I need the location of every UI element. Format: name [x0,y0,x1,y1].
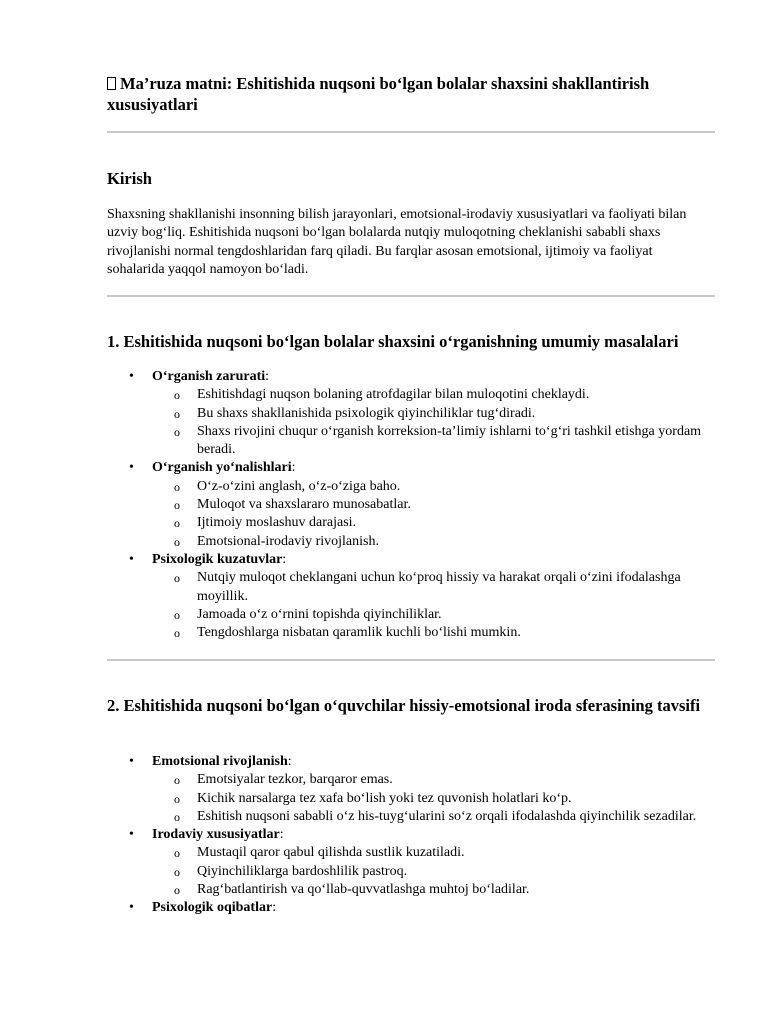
sub-list-item: o Tengdoshlarga nisbatan qaramlik kuchli bo‘lishi mumkin. [152,624,715,642]
list-item: • O‘rganish zarurati: o Eshitishdagi nuqson bolaning atrofdagilar bilan muloqotini cheklaydi. o Bu shaxs shakllanishida psixologik qiyinchiliklar tug‘diradi. o Shaxs rivojini chuqur o‘rganish korreksion-ta’limiy ishlarni to‘g‘ri tashkil etishga yordam beradi. [107,368,715,459]
sub-list-item: o O‘z-o‘zini anglash, o‘z-o‘ziga baho. [152,478,715,496]
sub-list-item: o Qiyinchiliklarga bardoshlilik pastroq. [152,863,715,881]
section2-heading: 2. Eshitishida nuqsoni bo‘lgan o‘quvchilar hissiy-emotsional iroda sferasining tavsifi [107,696,701,715]
list-item: • Psixologik kuzatuvlar: o Nutqiy muloqot cheklangani uchun ko‘proq hissiy va harakat orqali o‘zini ifodalashga moyillik. o Jamoada o‘z o‘rnini topishda qiyinchiliklar. o Tengdoshlarga nisbatan qaramlik kuchli bo‘lishi mumkin. [107,551,715,642]
intro-text: Shaxsning shakllanishi insonning bilish jarayonlari, emotsional-irodaviy xususiyatlari va faoliyati bilan uzviy bog‘liq. Eshitishida nuqsoni bo‘lgan bolalarda nutqiy muloqotning cheklanishi sababli shaxs rivojlanishi normal tengdoshlaridan farq qiladi. Bu farqlar asosan emotsional, ijtimoiy va faoliyat sohalarida yaqqol namoyon bo‘ladi. [107,207,687,277]
sub-list-item: o Mustaqil qaror qabul qilishda sustlik kuzatiladi. [152,844,715,862]
group-label: Irodaviy xususiyatlar [152,827,280,843]
sub-list [152,478,715,551]
document-title [107,73,707,115]
missing-glyph-icon [107,77,116,90]
sub-list-item: o Jamoada o‘z o‘rnini topishda qiyinchiliklar. [152,606,715,624]
intro-heading: Kirish [107,169,152,188]
section2-list [107,753,715,918]
sub-list-item: o Kichik narsalarga tez xafa bo‘lish yoki tez quvonish holatlari ko‘p. [152,790,715,808]
group-label: O‘rganish yo‘nalishlari [152,460,292,476]
divider [107,131,715,133]
sub-list-item: o Ijtimoiy moslashuv darajasi. [152,514,715,532]
sub-list-item: o Eshitishdagi nuqson bolaning atrofdagilar bilan muloqotini cheklaydi. [152,386,715,404]
sub-list-item: o Muloqot va shaxslararo munosabatlar. [152,496,715,514]
list-item: • O‘rganish yo‘nalishlari: o O‘z-o‘zini anglash, o‘z-o‘ziga baho. o Muloqot va shaxslararo munosabatlar. o Ijtimoiy moslashuv darajasi. o Emotsional-irodaviy rivojlanish. [107,459,715,550]
section1-heading: 1. Eshitishida nuqsoni bo‘lgan bolalar shaxsini o‘rganishning umumiy masalalari [107,332,679,351]
sub-list-item: o Emotsiyalar tezkor, barqaror emas. [152,771,715,789]
section1-list [107,368,715,642]
divider [107,659,715,661]
list-item: • Psixologik oqibatlar: [107,899,715,917]
sub-list-item: o Nutqiy muloqot cheklangani uchun ko‘proq hissiy va harakat orqali o‘zini ifodalashga moyillik. [152,569,715,606]
list-item: • Irodaviy xususiyatlar: o Mustaqil qaror qabul qilishda sustlik kuzatiladi. o Qiyinchiliklarga bardoshlilik pastroq. o Rag‘batlantirish va qo‘llab-quvvatlashga muhtoj bo‘ladilar. [107,826,715,899]
sub-list [152,844,715,899]
divider [107,295,715,297]
group-label: Emotsional rivojlanish [152,754,288,769]
sub-list [152,386,715,459]
sub-list-item: o Bu shaxs shakllanishida psixologik qiyinchiliklar tug‘diradi. [152,405,715,423]
group-label: O‘rganish zarurati [152,369,266,384]
group-label: Psixologik oqibatlar [152,900,273,916]
sub-list-item: o Eshitish nuqsoni sababli o‘z his-tuyg‘ularini so‘z orqali ifodalashda qiyinchilik sezadilar. [152,808,715,826]
sub-list-item: o Shaxs rivojini chuqur o‘rganish korreksion-ta’limiy ishlarni to‘g‘ri tashkil etishga yordam beradi. [152,423,715,460]
list-item: • Emotsional rivojlanish: o Emotsiyalar tezkor, barqaror emas. o Kichik narsalarga tez xafa bo‘lish yoki tez quvonish holatlari ko‘p. o Eshitish nuqsoni sababli o‘z his-tuyg‘ularini so‘z orqali ifodalashda qiyinchilik sezadilar. [107,753,715,826]
sub-list [152,771,715,826]
group-label: Psixologik kuzatuvlar [152,551,283,567]
document-title-text: Ma’ruza matni: Eshitishida nuqsoni bo‘lgan bolalar shaxsini shakllantirish xususiyatlari [107,74,650,114]
sub-list-item: o Rag‘batlantirish va qo‘llab-quvvatlashga muhtoj bo‘ladilar. [152,881,715,899]
sub-list [152,569,715,642]
sub-list-item: o Emotsional-irodaviy rivojlanish. [152,533,715,551]
